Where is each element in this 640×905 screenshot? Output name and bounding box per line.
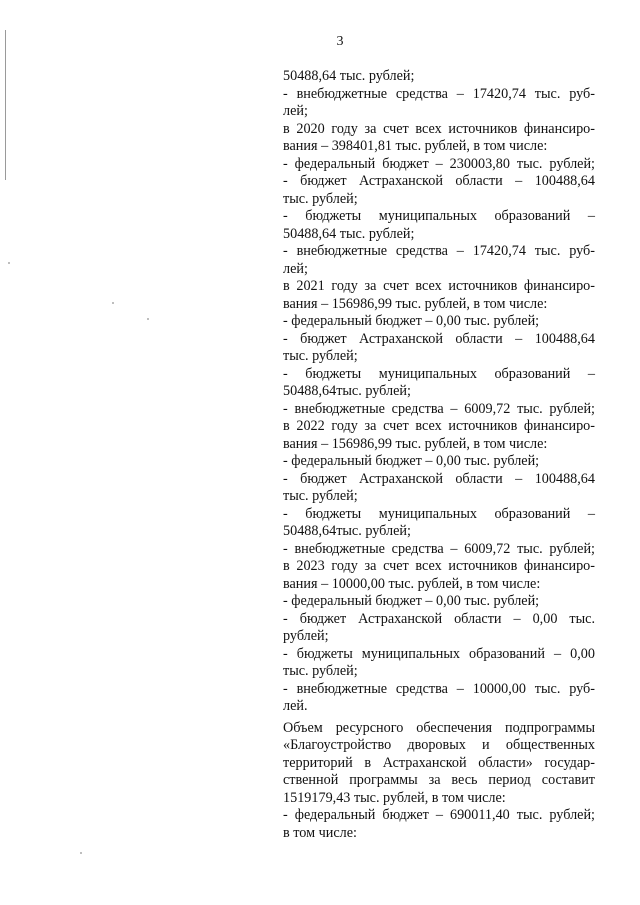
text-line: - бюджеты муниципальных образований – [283, 365, 595, 382]
text-line: тыс. рублей; [283, 348, 358, 364]
document-body [283, 68, 595, 842]
text-line: 50488,64 тыс. рублей; [283, 225, 415, 242]
text-line: - внебюджетные средства – 17420,74 тыс. руб- [283, 243, 595, 259]
text-line: рублей; [283, 628, 329, 644]
text-line: в 2022 году за счет всех источников финансиро- [283, 418, 595, 434]
text-line: 50488,64тыс. рублей; [283, 523, 411, 539]
text-line: - внебюджетные средства – 10000,00 тыс. руб- [283, 680, 595, 697]
scan-speck [80, 852, 82, 854]
text-line: вания – 10000,00 тыс. рублей, в том числе: [283, 575, 541, 592]
text-line: - федеральный бюджет – 0,00 тыс. рублей; [283, 313, 540, 329]
text-line: 50488,64тыс. рублей; [283, 383, 411, 399]
scan-edge-mark [5, 30, 6, 180]
text-line: лей. [283, 698, 308, 714]
text-line: - бюджет Астраханской области – 0,00 тыс. [283, 610, 595, 627]
text-line: 1519179,43 тыс. рублей, в том числе: [283, 789, 506, 806]
text-line: тыс. рублей; [283, 190, 358, 207]
scan-speck [112, 302, 114, 304]
text-line: - внебюджетные средства – 6009,72 тыс. рублей; [283, 540, 595, 557]
text-line: в том числе: [283, 824, 357, 841]
text-line: лей; [283, 103, 308, 119]
text-line: тыс. рублей; [283, 663, 358, 679]
text-line: «Благоустройство дворовых и общественных [283, 737, 595, 753]
text-line: вания – 156986,99 тыс. рублей, в том числе: [283, 435, 548, 452]
text-line: - бюджеты муниципальных образований – 0,00 [283, 645, 595, 662]
text-line: - бюджеты муниципальных образований – [283, 505, 595, 522]
scan-speck [8, 262, 10, 264]
scan-speck [147, 318, 149, 320]
text-line: - федеральный бюджет – 230003,80 тыс. рублей; [283, 155, 595, 172]
text-line: - бюджеты муниципальных образований – [283, 208, 595, 224]
text-line: Объем ресурсного обеспечения подпрограммы [283, 719, 595, 736]
text-line: территорий в Астраханской области» государ- [283, 754, 595, 771]
text-line: - федеральный бюджет – 690011,40 тыс. рублей; [283, 807, 595, 823]
text-line: в 2021 году за счет всех источников финансиро- [283, 278, 595, 294]
text-line: ственной программы за весь период составит [283, 772, 595, 788]
text-line: вания – 398401,81 тыс. рублей, в том числе: [283, 138, 548, 154]
text-line: - внебюджетные средства – 17420,74 тыс. руб- [283, 85, 595, 102]
text-line: лей; [283, 260, 308, 277]
text-line: - федеральный бюджет – 0,00 тыс. рублей; [283, 593, 540, 609]
text-line: тыс. рублей; [283, 488, 358, 504]
text-line: - внебюджетные средства – 6009,72 тыс. рублей; [283, 400, 595, 417]
text-line: в 2020 году за счет всех источников финансиро- [283, 120, 595, 137]
text-line: 50488,64 тыс. рублей; [283, 68, 415, 84]
text-line: - бюджет Астраханской области – 100488,64 [283, 330, 595, 347]
text-line: вания – 156986,99 тыс. рублей, в том числе: [283, 295, 548, 312]
text-line: в 2023 году за счет всех источников финансиро- [283, 558, 595, 574]
text-line: - бюджет Астраханской области – 100488,64 [283, 173, 595, 189]
text-line: - бюджет Астраханской области – 100488,64 [283, 470, 595, 487]
page-number: 3 [336, 34, 344, 49]
text-line: - федеральный бюджет – 0,00 тыс. рублей; [283, 453, 540, 469]
